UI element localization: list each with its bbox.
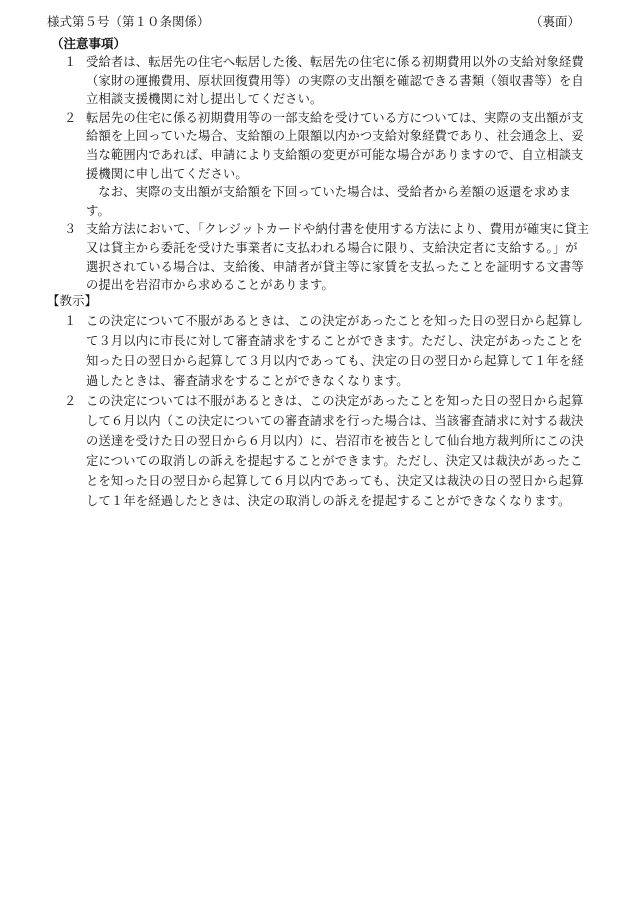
reverse-side-label: （裏面） [529,14,580,29]
note-item-2 [60,109,590,221]
form-number-label: 様式第５号（第１０条関係） [47,14,210,29]
instruction-number: ２ [64,394,77,408]
note-number: ２ [64,110,77,125]
instruction-text: この決定について不服があるときは、この決定があったことを知った日の翌日から起算して３月以内に市長に対して審査請求をすることができます。ただし、決定があったことを知った日の翌日から起算して３月以内であっても、決定の日の翌日から起算して１年を経過したときは、審査請求をすることができなくなります。 [86,314,584,388]
note-text: 受給者は、転居先の住宅へ転居した後、転居先の住宅に係る初期費用以外の支給対象経費（家財の運搬費用、原状回復費用等）の実際の支出額を確認できる書類（領収書等）を自立相談支援機関に対し提出してください。 [86,55,584,107]
note-text: 転居先の住宅に係る初期費用等の一部支給を受けている方については、実際の支出額が支給額を上回っていた場合、支給額の上限額以内かつ支給対象経費であり、社会通念上、妥当な範囲内であれば、申請により支給額の変更が可能な場合がありますので、自立相談支援機関に申し出てください。 [86,110,584,181]
notes-list [60,53,590,295]
instruction-list [60,311,592,511]
instruction-number: １ [64,314,77,328]
note-item-3 [60,220,590,294]
note-item-1 [60,53,590,109]
header-row [47,12,580,32]
instruction-item-2 [60,391,592,511]
note-text: 支給方法において、「クレジットカードや納付書を使用する方法により、費用が確実に貸主又は貸主から委託を受けた事業者に支払われる場合に限り、支給決定者に支給する。」が選択されている場合は、支給後、申請者が貸主等に家賃を支払ったことを証明する文書等の提出を岩沼市から求めることがあります。 [86,222,590,293]
note-number: ３ [64,222,77,237]
note-body [86,109,590,221]
note-supplement: なお、実際の支出額が支給額を下回っていた場合は、受給者から差額の返還を求めます。 [86,185,572,218]
instruction-heading: 【教示】 [47,293,98,308]
note-number: １ [64,55,77,69]
instruction-text: この決定については不服があるときは、この決定があったことを知った日の翌日から起算して６月以内（この決定についての審査請求を行った場合は、当該審査請求に対する裁決の送達を受けた日の翌日から６月以内）に、岩沼市を被告として仙台地方裁判所にこの決定についての取消しの訴えを提起することができます。ただし、決定又は裁決があったことを知った日の翌日から起算して６月以内であっても、決定又は裁決の日の翌日から起算して１年を経過したときは、決定の取消しの訴えを提起することができなくなります。 [86,394,584,508]
instruction-item-1 [60,311,592,391]
notes-heading: （注意事項） [51,36,127,51]
